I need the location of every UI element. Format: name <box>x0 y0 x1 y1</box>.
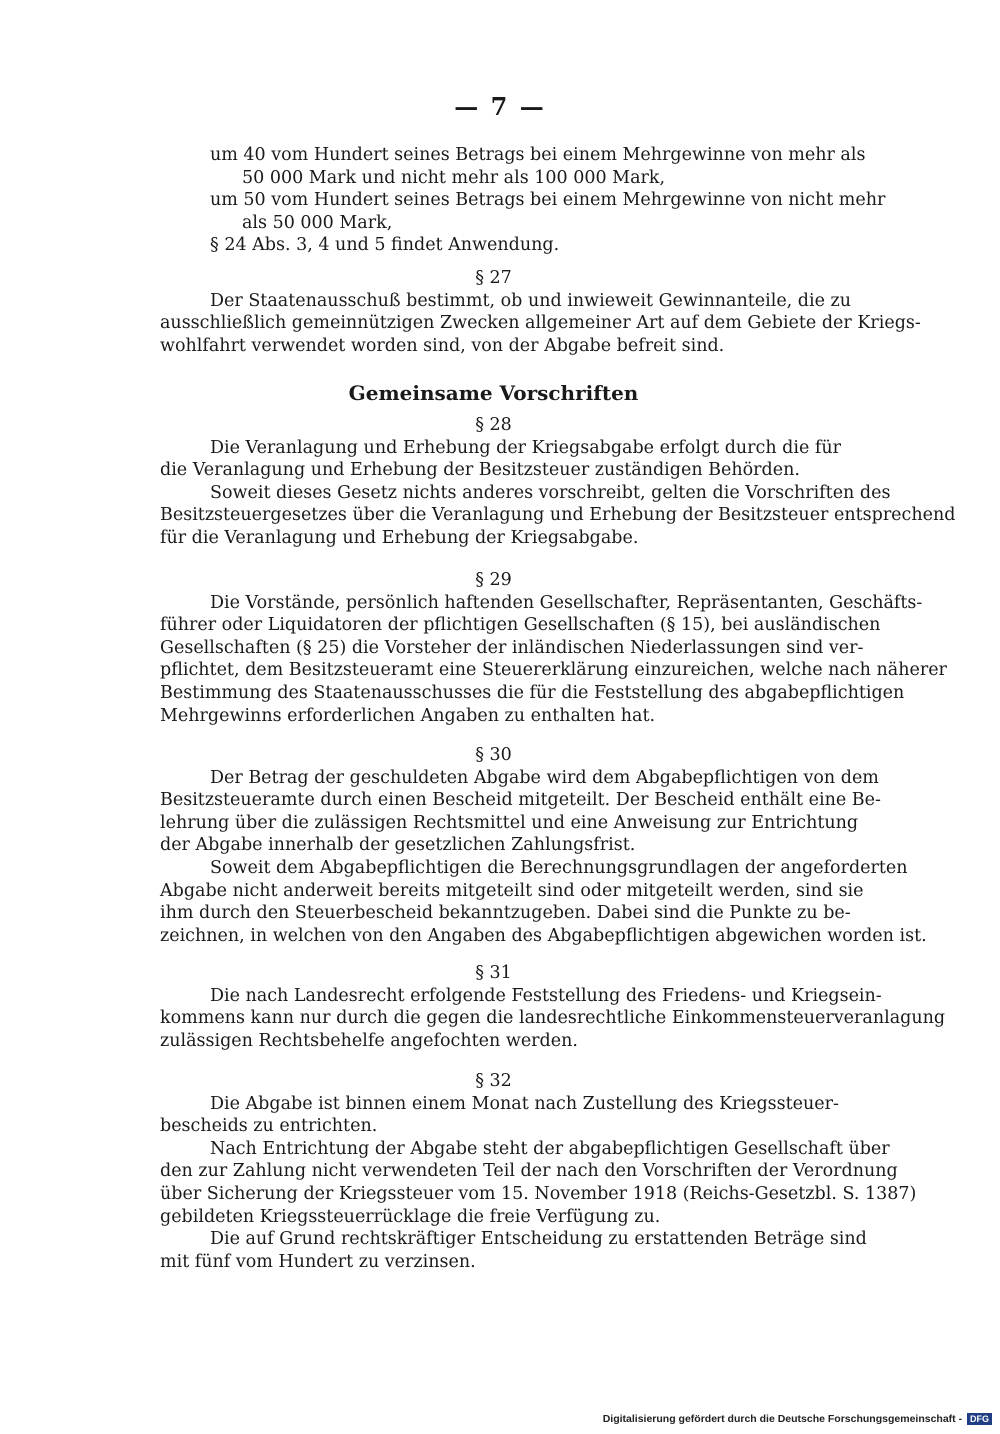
text-line: 50 000 Mark und nicht mehr als 100 000 Mark, <box>242 167 666 188</box>
text-line: führer oder Liquidatoren der pflichtigen Gesellschaften (§ 15), bei ausländischen <box>160 615 881 636</box>
text-line: für die Veranlagung und Erhebung der Kriegsabgabe. <box>160 527 639 548</box>
text-line: ausschließlich gemeinnützigen Zwecken allgemeiner Art auf dem Gebiete der Kriegs- <box>160 313 921 334</box>
text-line: Die Abgabe ist binnen einem Monat nach Zustellung des Kriegssteuer- <box>210 1093 839 1114</box>
text-line: zulässigen Rechtsbehelfe angefochten werden. <box>160 1030 578 1051</box>
text-line: Nach Entrichtung der Abgabe steht der abgabepflichtigen Gesellschaft über <box>210 1138 890 1159</box>
text-line: um 40 vom Hundert seines Betrags bei einem Mehrgewinne von mehr als <box>210 145 866 165</box>
text-line: wohlfahrt verwendet worden sind, von der Abgabe befreit sind. <box>160 335 725 356</box>
text-line: Gesellschaften (§ 25) die Vorsteher der inländischen Niederlassungen sind ver- <box>160 637 864 658</box>
text-line: Soweit dieses Gesetz nichts anderes vorschreibt, gelten die Vorschriften des <box>210 482 891 503</box>
credit-text: Digitalisierung gefördert durch die Deutsche Forschungsgemeinschaft - <box>602 1413 963 1425</box>
text-line: über Sicherung der Kriegssteuer vom 15. November 1918 (Reichs-Gesetzbl. S. 1387) <box>160 1183 917 1204</box>
text-line: Die nach Landesrecht erfolgende Feststellung des Friedens- und Kriegsein- <box>210 985 882 1006</box>
text-line: pflichtet, dem Besitzsteueramt eine Steuererklärung einzureichen, welche nach näherer <box>160 660 947 681</box>
text-line: Die auf Grund rechtskräftiger Entscheidung zu erstattenden Beträge sind <box>210 1229 867 1250</box>
text-line: ihm durch den Steuerbescheid bekanntzugeben. Dabei sind die Punkte zu be- <box>160 903 851 924</box>
text-line: den zur Zahlung nicht verwendeten Teil der nach den Vorschriften der Verordnung <box>160 1161 898 1182</box>
block-section-27 <box>160 267 921 357</box>
text-line: Der Betrag der geschuldeten Abgabe wird dem Abgabepflichtigen von dem <box>210 767 879 788</box>
chapter-heading: Gemeinsame Vorschriften <box>348 381 639 405</box>
dfg-logo: DFG <box>967 1413 992 1425</box>
page-number: — 7 — <box>454 92 546 121</box>
block-section-26-cont <box>160 144 886 257</box>
section-heading: § 28 <box>475 415 512 435</box>
text-line: Die Vorstände, persönlich haftenden Gesellschafter, Repräsentanten, Geschäfts- <box>210 592 923 613</box>
section-heading: § 32 <box>475 1071 512 1091</box>
block-common-heading <box>160 382 827 408</box>
text-line: Abgabe nicht anderweit bereits mitgeteilt sind oder mitgeteilt werden, sind sie <box>160 880 864 901</box>
digitization-credit <box>603 1413 992 1425</box>
block-section-32 <box>160 1070 917 1273</box>
text-line: Soweit dem Abgabepflichtigen die Berechnungsgrundlagen der angeforderten <box>210 857 908 878</box>
block-section-29 <box>160 569 947 727</box>
text-line: Mehrgewinns erforderlichen Angaben zu enthalten hat. <box>160 705 656 726</box>
text-line: Der Staatenausschuß bestimmt, ob und inwieweit Gewinnanteile, die zu <box>210 290 852 311</box>
text-line: Besitzsteuergesetzes über die Veranlagung und Erhebung der Besitzsteuer entsprechend <box>160 505 956 526</box>
text-line: mit fünf vom Hundert zu verzinsen. <box>160 1251 476 1272</box>
text-line: bescheids zu entrichten. <box>160 1116 378 1137</box>
block-section-31 <box>160 962 946 1052</box>
text-line: Besitzsteueramte durch einen Bescheid mitgeteilt. Der Bescheid enthält eine Be- <box>160 790 881 811</box>
text-line: § 24 Abs. 3, 4 und 5 findet Anwendung. <box>210 235 560 256</box>
section-heading: § 27 <box>475 268 512 288</box>
text-line: Bestimmung des Staatenausschusses die für die Feststellung des abgabepflichtigen <box>160 682 905 703</box>
block-section-30 <box>160 744 927 947</box>
text-line: Die Veranlagung und Erhebung der Kriegsabgabe erfolgt durch die für <box>210 437 842 458</box>
text-line: die Veranlagung und Erhebung der Besitzsteuer zuständigen Behörden. <box>160 460 800 481</box>
section-heading: § 29 <box>475 570 512 590</box>
text-line: lehrung über die zulässigen Rechtsmittel und eine Anweisung zur Entrichtung <box>160 812 859 833</box>
text-line: als 50 000 Mark, <box>242 212 393 233</box>
section-heading: § 30 <box>475 745 512 765</box>
text-line: der Abgabe innerhalb der gesetzlichen Zahlungsfrist. <box>160 835 636 856</box>
text-line: kommens kann nur durch die gegen die landesrechtliche Einkommensteuerveranlagung <box>160 1008 946 1029</box>
text-line: um 50 vom Hundert seines Betrags bei einem Mehrgewinne von nicht mehr <box>210 190 886 211</box>
block-section-28 <box>160 414 956 550</box>
section-heading: § 31 <box>475 963 512 983</box>
text-line: gebildeten Kriegssteuerrücklage die freie Verfügung zu. <box>160 1206 661 1227</box>
text-line: zeichnen, in welchen von den Angaben des Abgabepflichtigen abgewichen worden ist. <box>160 925 927 946</box>
